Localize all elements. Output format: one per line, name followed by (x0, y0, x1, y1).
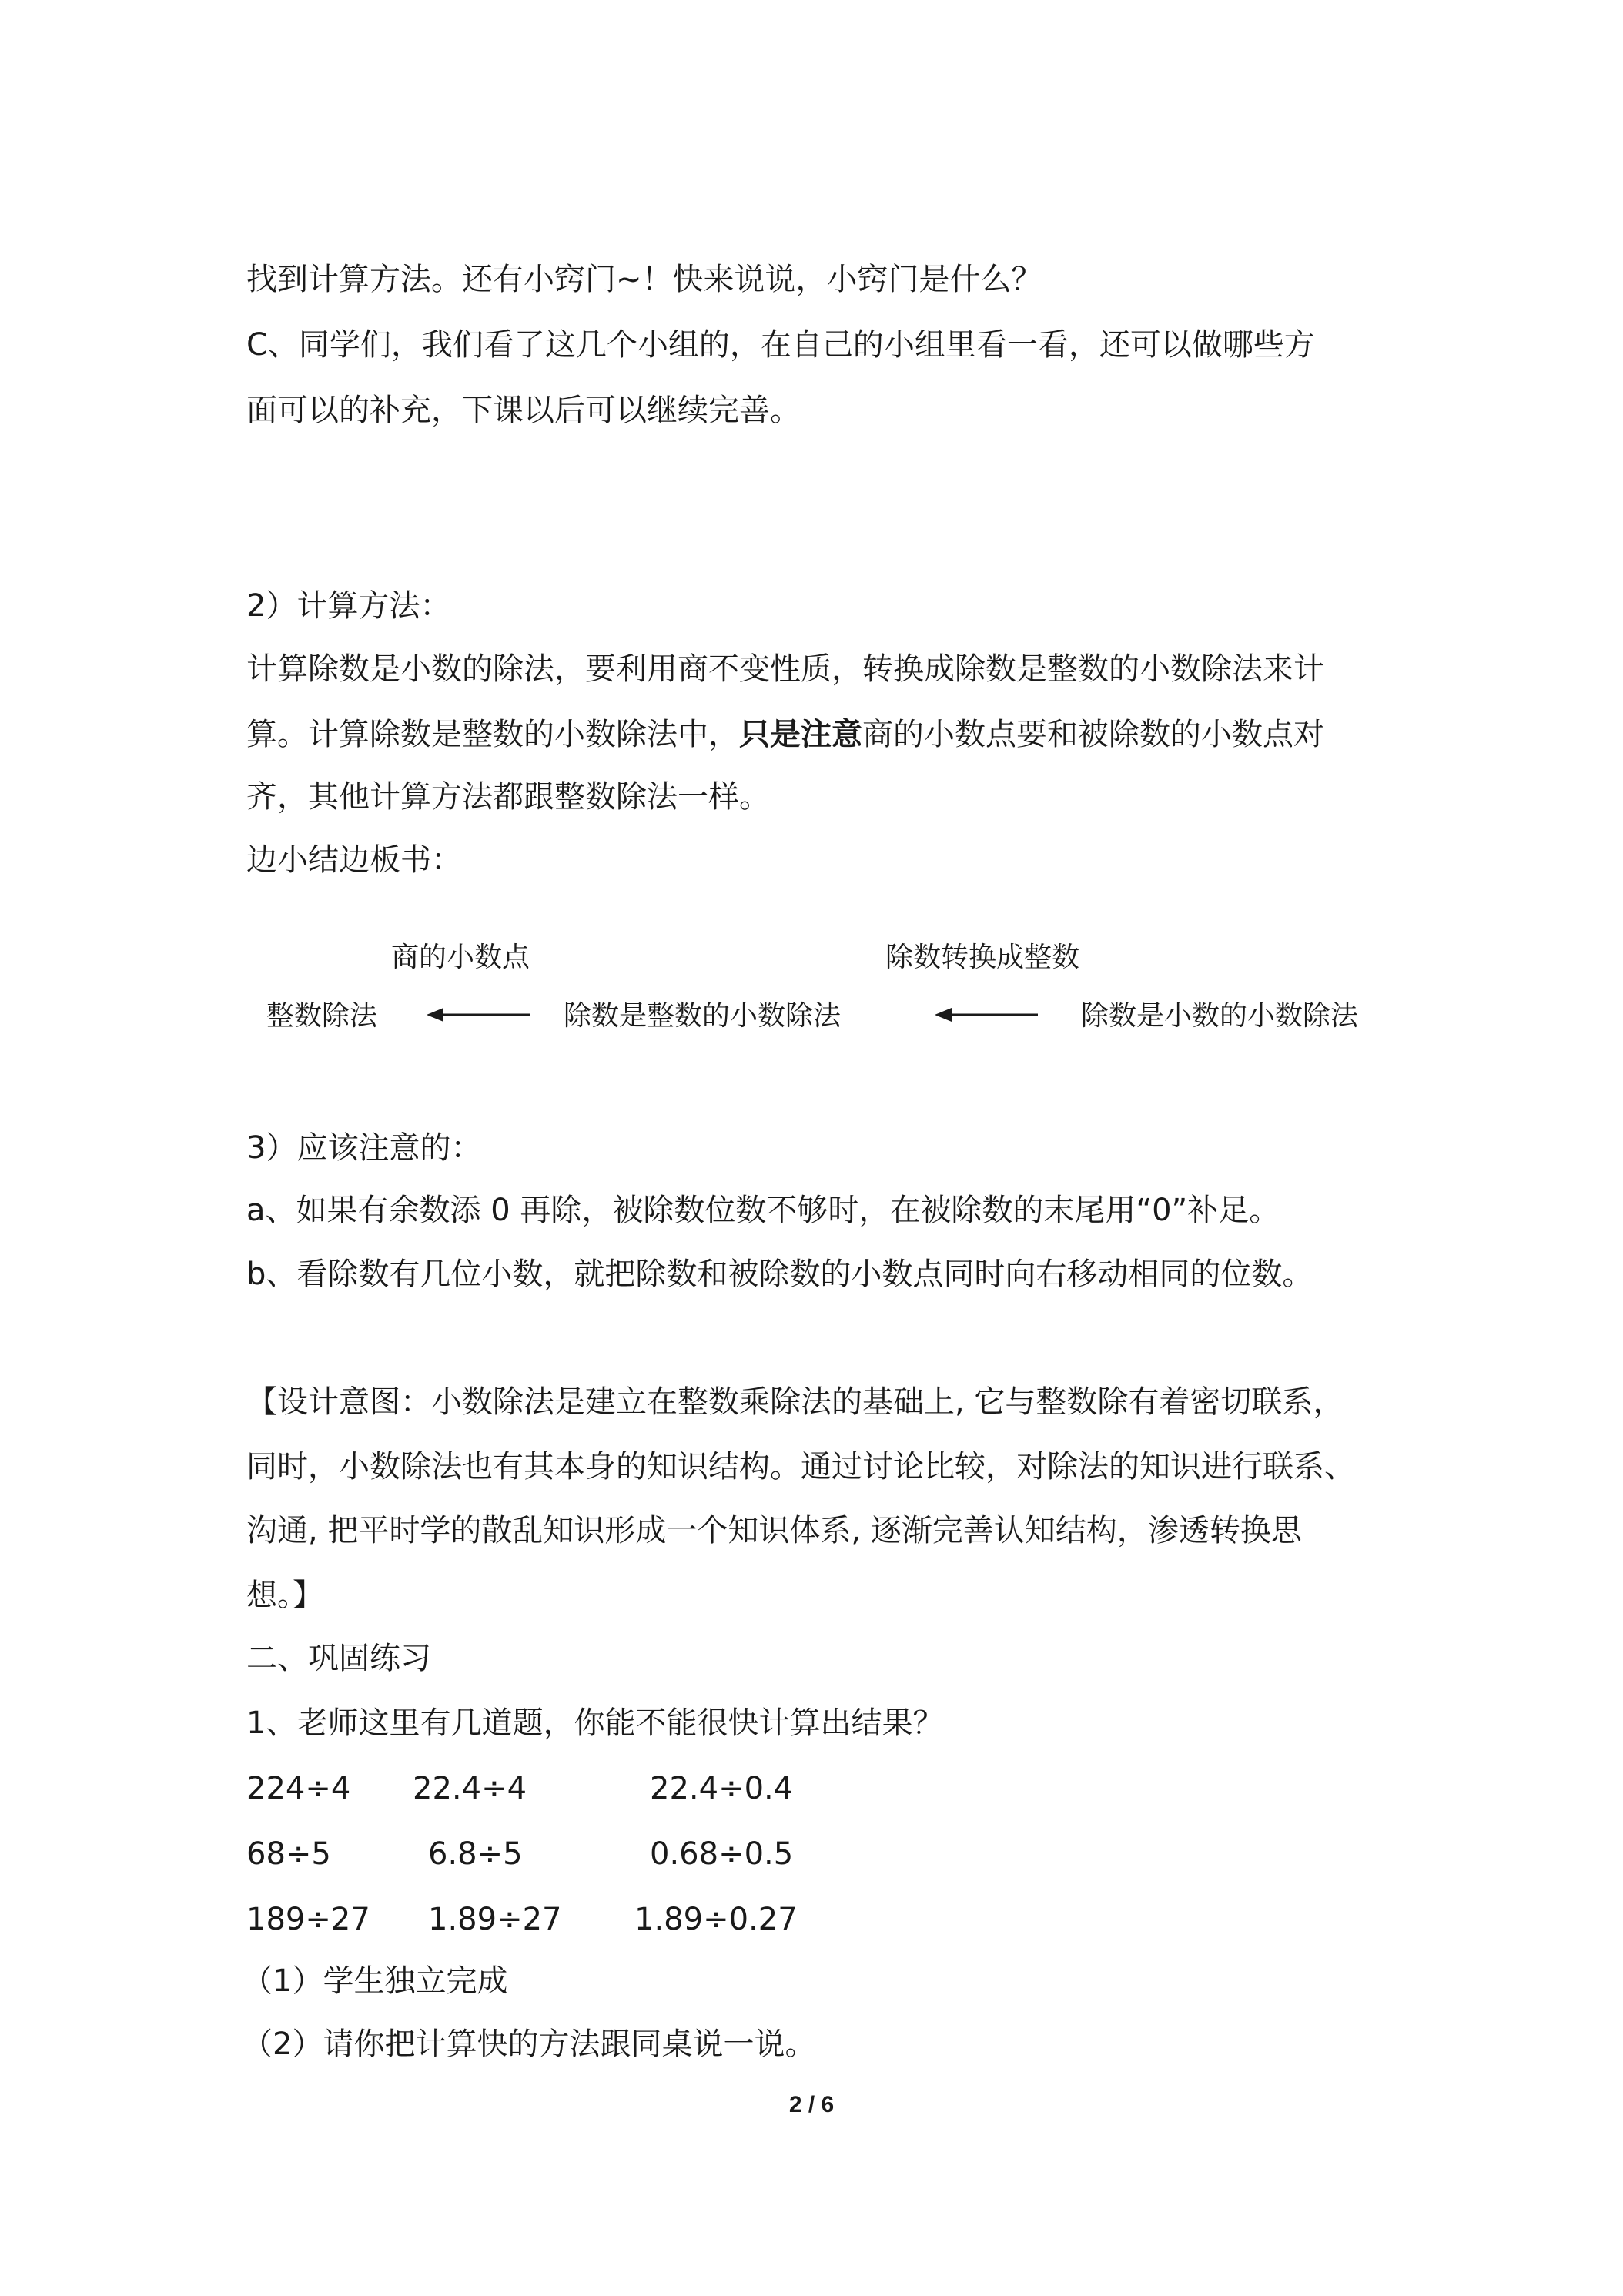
left-arrow-icon (935, 998, 1039, 1032)
calc-item: 189÷27 (246, 1902, 370, 1937)
method-paragraph-line-1: 计算除数是小数的除法，要利用商不变性质，转换成除数是整数的小数除法来计 (246, 651, 1324, 687)
method-text: 算。计算除数是整数的小数除法中， (246, 717, 739, 752)
method-text: 商的小数点要和被除数的小数点对 (862, 717, 1324, 752)
practice-step-1: （1）学生独立完成 (242, 1963, 508, 1999)
emphasis-text: 只是注意 (739, 717, 862, 752)
left-arrow-icon (427, 998, 531, 1032)
diagram-label-divisor-to-integer: 除数转换成整数 (885, 942, 1080, 973)
note-a: a、如果有余数添 0 再除，被除数位数不够时，在被除数的末尾用“0”补足。 (246, 1193, 1280, 1228)
calc-item: 1.89÷27 (428, 1902, 562, 1937)
intro-line-3: 面可以的补充，下课以后可以继续完善。 (246, 393, 801, 428)
notes-heading: 3）应该注意的： (246, 1130, 482, 1166)
diagram-label-quotient-point: 商的小数点 (391, 942, 530, 973)
practice-heading: 二、巩固练习 (246, 1641, 431, 1676)
method-heading: 2）计算方法： (246, 588, 451, 624)
practice-question: 1、老师这里有几道题，你能不能很快计算出结果？ (246, 1705, 944, 1741)
note-b: b、看除数有几位小数，就把除数和被除数的小数点同时向右移动相同的位数。 (246, 1257, 1313, 1292)
calc-item: 22.4÷0.4 (650, 1771, 794, 1806)
calc-item: 1.89÷0.27 (634, 1902, 798, 1937)
calc-item: 6.8÷5 (428, 1836, 523, 1872)
diagram-label-integer-divisor-decimal-division: 除数是整数的小数除法 (564, 1000, 842, 1032)
method-paragraph-line-3: 齐，其他计算方法都跟整数除法一样。 (246, 779, 770, 815)
design-intent-line-4: 想。】 (246, 1578, 323, 1613)
calc-item: 224÷4 (246, 1771, 351, 1806)
board-label: 边小结边板书： (246, 842, 462, 878)
intro-line-1: 找到计算方法。还有小窍门~！快来说说，小窍门是什么？ (246, 262, 1042, 297)
design-intent-line-2: 同时，小数除法也有其本身的知识结构。通过讨论比较，对除法的知识进行联系、 (246, 1449, 1355, 1484)
diagram-label-decimal-divisor-decimal-division: 除数是小数的小数除法 (1081, 1000, 1359, 1032)
design-intent-line-1: 【设计意图：小数除法是建立在整数乘除法的基础上, 它与整数除有着密切联系， (246, 1384, 1344, 1420)
page-number: 2 / 6 (788, 2092, 835, 2117)
calc-item: 68÷5 (246, 1836, 331, 1872)
calc-item: 22.4÷4 (413, 1771, 527, 1806)
diagram-label-integer-division: 整数除法 (266, 1000, 378, 1032)
method-paragraph-line-2 (246, 715, 1324, 754)
practice-step-2: （2）请你把计算快的方法跟同桌说一说。 (242, 2027, 816, 2062)
design-intent-line-3: 沟通, 把平时学的散乱知识形成一个知识体系, 逐渐完善认知结构，渗透转换思 (246, 1513, 1302, 1548)
intro-line-2: C、同学们，我们看了这几个小组的，在自己的小组里看一看，还可以做哪些方 (246, 327, 1315, 363)
calc-item: 0.68÷0.5 (650, 1836, 794, 1872)
